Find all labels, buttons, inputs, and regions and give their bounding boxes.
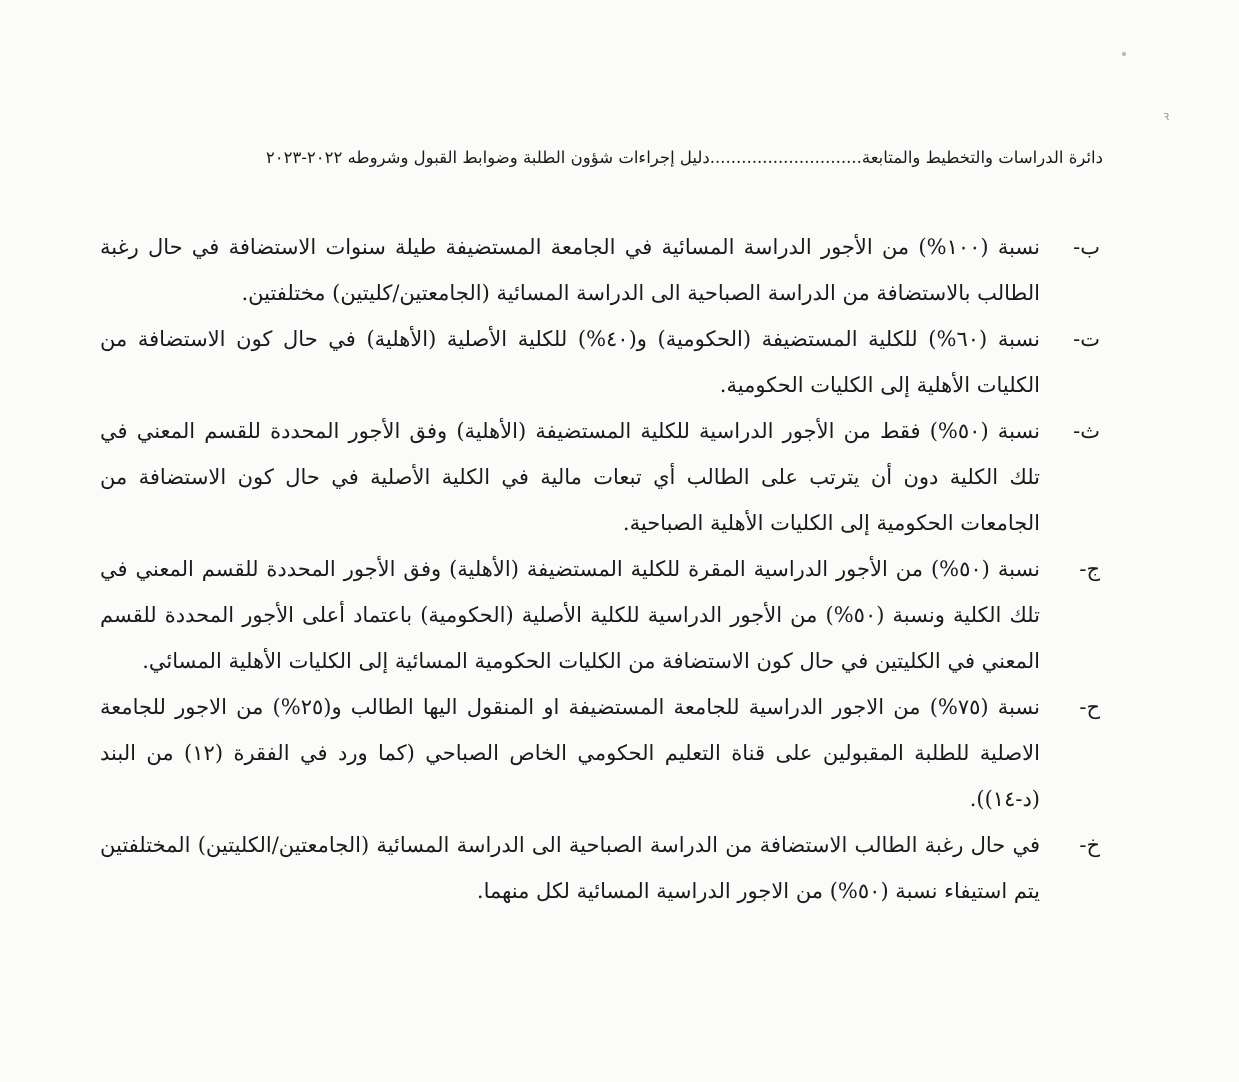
clause-letter: ث- — [1073, 419, 1100, 443]
scan-mark: ꝛ — [1163, 109, 1170, 124]
clause-item-kha — [100, 822, 1100, 914]
clause-item-tha — [100, 408, 1100, 546]
clause-letter: ت- — [1073, 327, 1100, 351]
clause-text: نسبة (٥٠%) فقط من الأجور الدراسية للكلية المستضيفة (الأهلية) وفق الأجور المحددة للقسم المعني في تلك الكلية دون أن يترتب على الطالب أي تبعات مالية في الكلية الأصلية في حال كون الاستضافة من الجامعات الحكومية إلى الكليات الأهلية الصباحية. — [100, 419, 1040, 535]
fee-clauses-list — [100, 224, 1100, 914]
clause-item-ha — [100, 684, 1100, 822]
clause-letter: ح- — [1079, 695, 1100, 719]
clause-letter: خ- — [1079, 833, 1100, 857]
clause-text: نسبة (٥٠%) من الأجور الدراسية المقرة للكلية المستضيفة (الأهلية) وفق الأجور المحددة للقسم المعني في تلك الكلية ونسبة (٥٠%) من الأجور الدراسية للكلية الأصلية (الحكومية) باعتماد أعلى الأجور المحددة للقسم المعني في الكليتين في حال كون الاستضافة من الكليات الحكومية المسائية إلى الكليات الأهلية المسائي. — [100, 557, 1040, 673]
clause-text: في حال رغبة الطالب الاستضافة من الدراسة الصباحية الى الدراسة المسائية (الجامعتين/الكليتين) المختلفتين يتم استيفاء نسبة (٥٠%) من الاجور الدراسية المسائية لكل منهما. — [100, 833, 1040, 903]
scan-speck — [1122, 52, 1126, 56]
clause-text: نسبة (١٠٠%) من الأجور الدراسة المسائية في الجامعة المستضيفة طيلة سنوات الاستضافة في حال رغبة الطالب بالاستضافة من الدراسة الصباحية الى الدراسة المسائية (الجامعتين/كليتين) مختلفتين. — [100, 235, 1040, 305]
clause-item-jim — [100, 546, 1100, 684]
clause-item-ba — [100, 224, 1100, 316]
clause-item-ta — [100, 316, 1100, 408]
clause-letter: ب- — [1073, 235, 1100, 259]
clause-letter: ج- — [1079, 557, 1100, 581]
page-header: دائرة الدراسات والتخطيط والمتابعة.............................دليل إجراءات شؤون الطلبة وضوابط القبول وشروطه ٢٠٢٢-٢٠٢٣ — [265, 148, 1103, 167]
clause-text: نسبة (٦٠%) للكلية المستضيفة (الحكومية) و(٤٠%) للكلية الأصلية (الأهلية) في حال كون الاستضافة من الكليات الأهلية إلى الكليات الحكومية. — [100, 327, 1040, 397]
clause-text: نسبة (٧٥%) من الاجور الدراسية للجامعة المستضيفة او المنقول اليها الطالب و(٢٥%) من الاجور للجامعة الاصلية للطلبة المقبولين على قناة التعليم الحكومي الخاص الصباحي (كما ورد في الفقرة (١٢) من البند (د-١٤)). — [100, 695, 1040, 811]
